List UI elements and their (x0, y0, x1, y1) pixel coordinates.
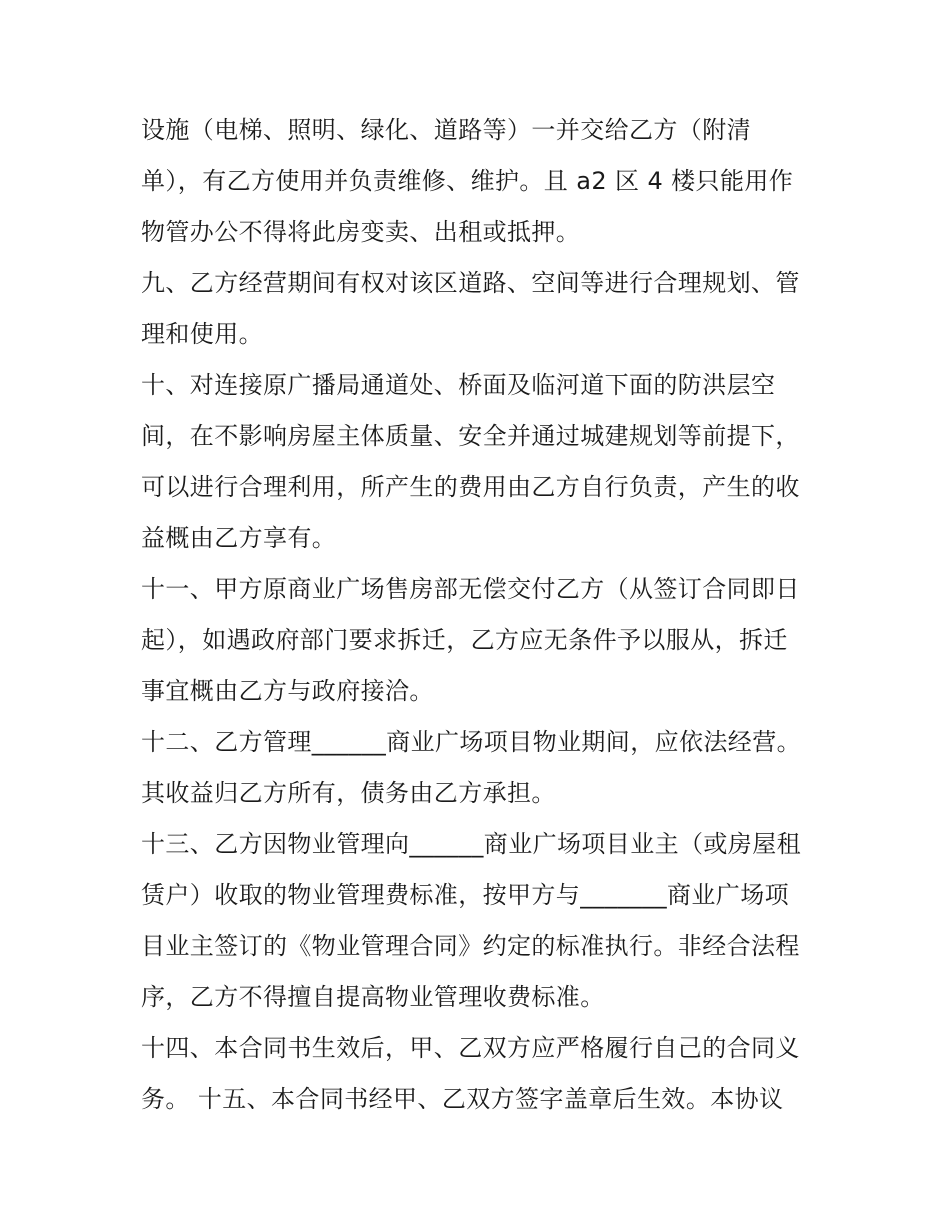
text-line: 间，在不影响房屋主体质量、安全并通过城建规划等前提下， (141, 422, 800, 450)
text-line: 目业主签订的《物业管理合同》约定的标准执行。非经合法程 (141, 932, 800, 960)
text-line: 十二、乙方管理______商业广场项目物业期间，应依法经营。 (141, 728, 801, 756)
text-line: 益概由乙方享有。 (141, 524, 337, 552)
text-line: 事宜概由乙方与政府接洽。 (141, 677, 434, 705)
text-line: 序，乙方不得擅自提高物业管理收费标准。 (141, 983, 605, 1011)
text-line: 十一、甲方原商业广场售房部无偿交付乙方（从签订合同即日 (141, 575, 800, 603)
text-line: 可以进行合理利用，所产生的费用由乙方自行负责，产生的收 (141, 473, 800, 501)
text-line: 物管办公不得将此房变卖、出租或抵押。 (141, 218, 581, 246)
text-line: 十、对连接原广播局通道处、桥面及临河道下面的防洪层空 (141, 371, 776, 399)
text-line: 起），如遇政府部门要求拆迁，乙方应无条件予以服从，拆迁 (141, 626, 788, 654)
text-line: 设施（电梯、照明、绿化、道路等）一并交给乙方（附清 (141, 116, 751, 144)
text-line: 赁户）收取的物业管理费标准，按甲方与_______商业广场项 (141, 881, 789, 909)
text-line: 单），有乙方使用并负责维修、维护。且 a2 区 4 楼只能用作 (141, 167, 794, 195)
text-line: 务。 十五、本合同书经甲、乙双方签字盖章后生效。本协议 (141, 1085, 784, 1113)
text-line: 其收益归乙方所有，债务由乙方承担。 (141, 779, 556, 807)
text-line: 十三、乙方因物业管理向______商业广场项目业主（或房屋租 (141, 830, 801, 858)
text-line: 十四、本合同书生效后，甲、乙双方应严格履行自己的合同义 (141, 1034, 800, 1062)
text-line: 九、乙方经营期间有权对该区道路、空间等进行合理规划、管 (141, 269, 800, 297)
text-line: 理和使用。 (141, 320, 263, 348)
